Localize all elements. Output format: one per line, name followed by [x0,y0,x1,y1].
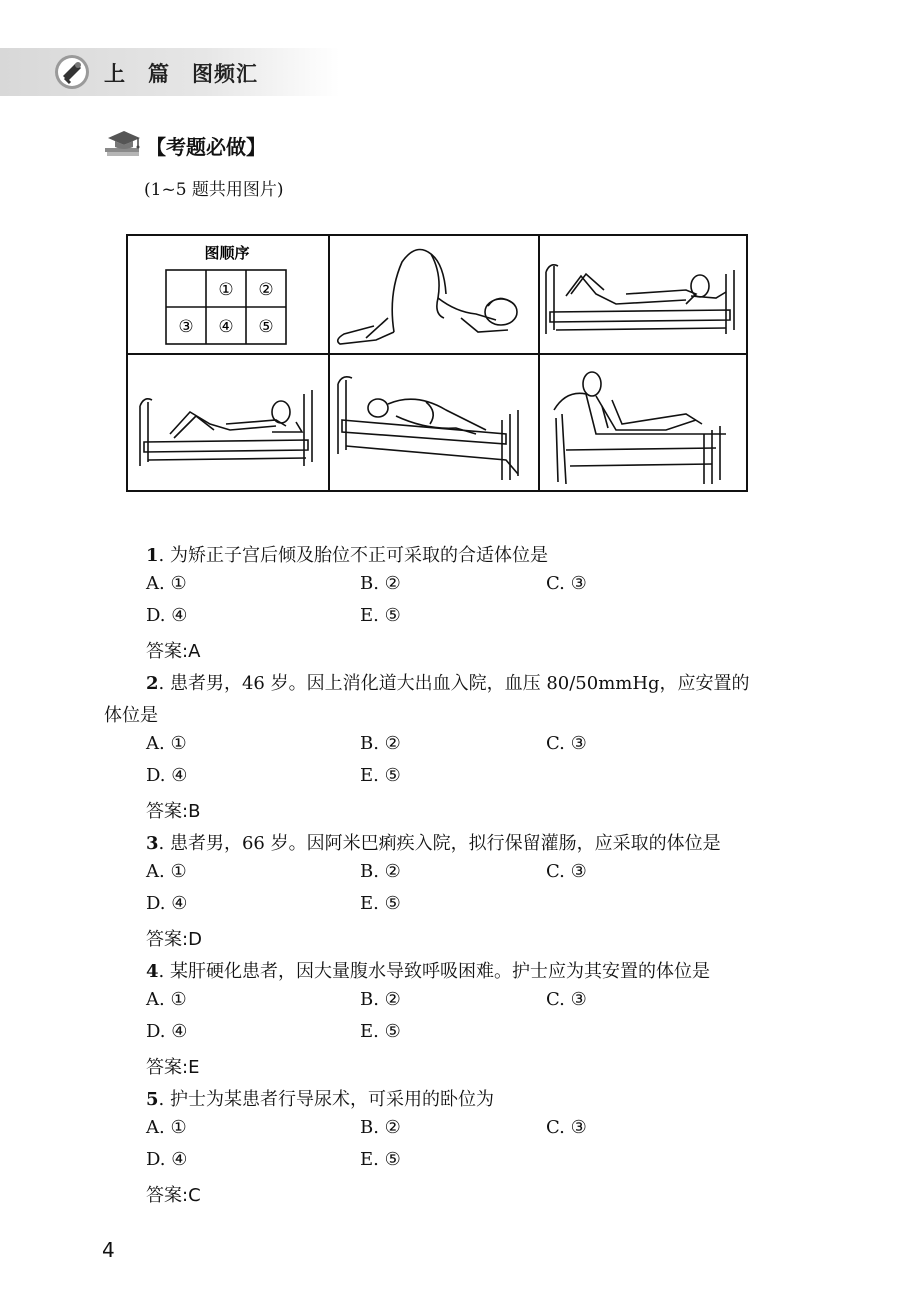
option-e[interactable]: E. ⑤ [360,1149,401,1170]
option-a[interactable]: A. ① [146,733,187,754]
patient-position-figure [126,234,748,492]
sims-position-illustration [338,377,518,480]
dorsal-recumbent-illustration [140,390,312,466]
option-b[interactable]: B. ② [360,733,401,754]
option-d[interactable]: D. ④ [146,893,188,914]
question-stem: 1. 为矫正子宫后倾及胎位不正可采取的合适体位是 [146,545,548,566]
question-stem: 4. 某肝硬化患者，因大量腹水导致呼吸困难。护士应为其安置的体位是 [146,961,710,982]
option-c[interactable]: C. ③ [546,733,587,754]
option-a[interactable]: A. ① [146,573,187,594]
option-e[interactable]: E. ⑤ [360,605,401,626]
option-d[interactable]: D. ④ [146,1149,188,1170]
graduation-cap-icon [102,128,144,160]
option-d[interactable]: D. ④ [146,765,188,786]
option-d[interactable]: D. ④ [146,1021,188,1042]
option-a[interactable]: A. ① [146,1117,187,1138]
option-c[interactable]: C. ③ [546,861,587,882]
option-b[interactable]: B. ② [360,1117,401,1138]
question-stem: 5. 护士为某患者行导尿术，可采用的卧位为 [146,1089,494,1110]
answer: 答案:E [146,1057,200,1078]
option-e[interactable]: E. ⑤ [360,1021,401,1042]
option-b[interactable]: B. ② [360,573,401,594]
answer: 答案:D [146,929,202,950]
supine-knees-bent-illustration [546,265,734,334]
option-a[interactable]: A. ① [146,861,187,882]
legend-cell: ⑤ [258,317,274,337]
answer: 答案:A [146,641,201,662]
question-stem: 3. 患者男，66 岁。因阿米巴痢疾入院，拟行保留灌肠，应采取的体位是 [146,833,721,854]
option-c[interactable]: C. ③ [546,1117,587,1138]
option-b[interactable]: B. ② [360,989,401,1010]
option-e[interactable]: E. ⑤ [360,893,401,914]
page-number: 4 [102,1238,115,1262]
option-c[interactable]: C. ③ [546,989,587,1010]
section-title: 【考题必做】 [146,135,266,159]
legend-cell: ③ [178,317,194,337]
legend-cell: ② [258,280,274,300]
option-b[interactable]: B. ② [360,861,401,882]
book-logo-icon [54,54,90,90]
legend-cell: ① [218,280,234,300]
knee-chest-position-illustration [338,250,517,345]
answer: 答案:C [146,1185,201,1206]
question-stem: 2. 患者男，46 岁。因上消化道大出血入院，血压 80/50mmHg，应安置的 [146,673,750,694]
legend-title: 图顺序 [204,244,250,262]
order-legend [166,244,286,344]
option-e[interactable]: E. ⑤ [360,765,401,786]
option-d[interactable]: D. ④ [146,605,188,626]
question-stem-continued: 体位是 [104,705,158,726]
legend-cell: ④ [218,317,234,337]
semi-fowler-position-illustration [554,372,726,484]
option-c[interactable]: C. ③ [546,573,587,594]
shared-figure-note: (1~5 题共用图片) [144,180,284,200]
option-a[interactable]: A. ① [146,989,187,1010]
chapter-title: 上 篇 图频汇 [104,62,258,86]
answer: 答案:B [146,801,201,822]
